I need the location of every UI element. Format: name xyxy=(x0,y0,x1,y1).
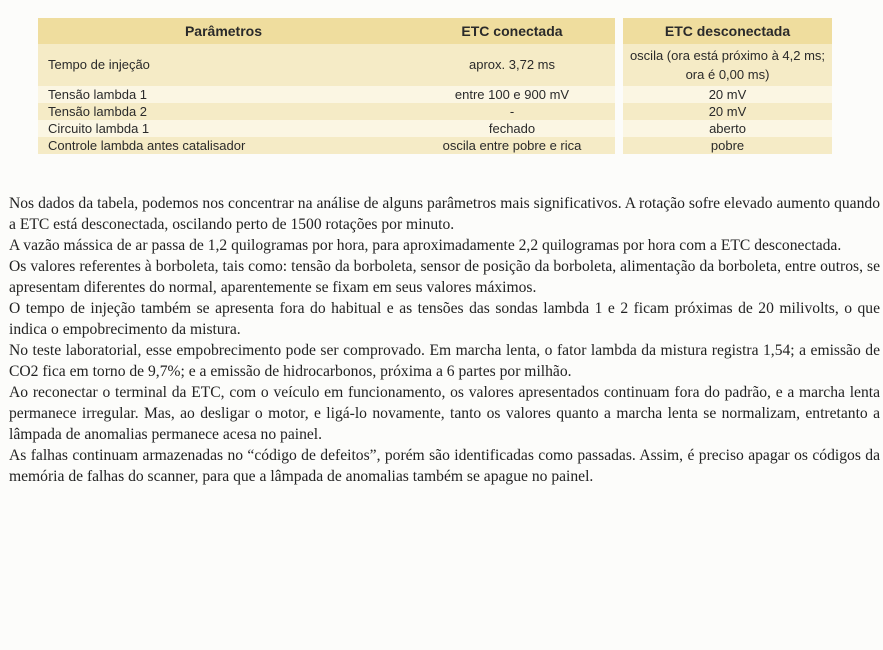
column-gap xyxy=(615,18,623,44)
paragraph: Ao reconectar o terminal da ETC, com o veículo em funcionamento, os valores apresentados continuam fora do padrão, e a marcha lenta permanece irregular. Mas, ao desligar o motor, e ligá-lo novamente, tanto os valores quanto a marcha lenta se normalizam, entretanto a lâmpada de anomalias permanece acesa no painel. xyxy=(9,384,880,443)
cell-param: Tempo de injeção xyxy=(38,44,409,86)
paragraph: No teste laboratorial, esse empobrecimento pode ser comprovado. Em marcha lenta, o fator lambda da mistura registra 1,54; a emissão de CO2 fica em torno de 9,7%; e a emissão de hidrocarbonos, próxima a 6 partes por milhão. xyxy=(9,342,880,380)
cell-param: Tensão lambda 2 xyxy=(38,103,409,120)
parameters-table-container xyxy=(38,18,832,154)
cell-connected: - xyxy=(409,103,615,120)
paragraph: Os valores referentes à borboleta, tais como: tensão da borboleta, sensor de posição da borboleta, alimentação da borboleta, entre outros, se apresentam diferentes do normal, aparentemente se fixam em seus valores máximos. xyxy=(9,258,880,296)
cell-disconnected: oscila (ora está próximo à 4,2 ms; ora é 0,00 ms) xyxy=(623,44,832,86)
cell-disconnected: pobre xyxy=(623,137,832,154)
table-row xyxy=(38,103,832,120)
cell-param: Circuito lambda 1 xyxy=(38,120,409,137)
table-row xyxy=(38,44,832,86)
header-etc-conectada: ETC conectada xyxy=(409,18,615,44)
table-row xyxy=(38,86,832,103)
cell-connected: oscila entre pobre e rica xyxy=(409,137,615,154)
header-etc-desconectada: ETC desconectada xyxy=(623,18,832,44)
paragraph: As falhas continuam armazenadas no “código de defeitos”, porém são identificadas como passadas. Assim, é preciso apagar os códigos da memória de falhas do scanner, para que a lâmpada de anomalias também se apague no painel. xyxy=(9,447,880,485)
paragraph: A vazão mássica de ar passa de 1,2 quilogramas por hora, para aproximadamente 2,2 quilogramas por hora com a ETC desconectada. xyxy=(9,237,842,254)
cell-connected: entre 100 e 900 mV xyxy=(409,86,615,103)
paragraph: Nos dados da tabela, podemos nos concentrar na análise de alguns parâmetros mais significativos. A rotação sofre elevado aumento quando a ETC está desconectada, oscilando perto de 1500 rotações por minuto. xyxy=(9,195,880,233)
cell-disconnected: aberto xyxy=(623,120,832,137)
cell-param: Controle lambda antes catalisador xyxy=(38,137,409,154)
parameters-table xyxy=(38,18,832,154)
cell-param: Tensão lambda 1 xyxy=(38,86,409,103)
table-header-row xyxy=(38,18,832,44)
cell-disconnected: 20 mV xyxy=(623,103,832,120)
cell-disconnected: 20 mV xyxy=(623,86,832,103)
cell-connected: fechado xyxy=(409,120,615,137)
header-parametros: Parâmetros xyxy=(38,18,409,44)
paragraph: O tempo de injeção também se apresenta fora do habitual e as tensões das sondas lambda 1 e 2 ficam próximas de 20 milivolts, o que indica o empobrecimento da mistura. xyxy=(9,300,880,338)
table-row xyxy=(38,137,832,154)
table-row xyxy=(38,120,832,137)
cell-connected: aprox. 3,72 ms xyxy=(409,44,615,86)
article-body xyxy=(9,193,880,487)
